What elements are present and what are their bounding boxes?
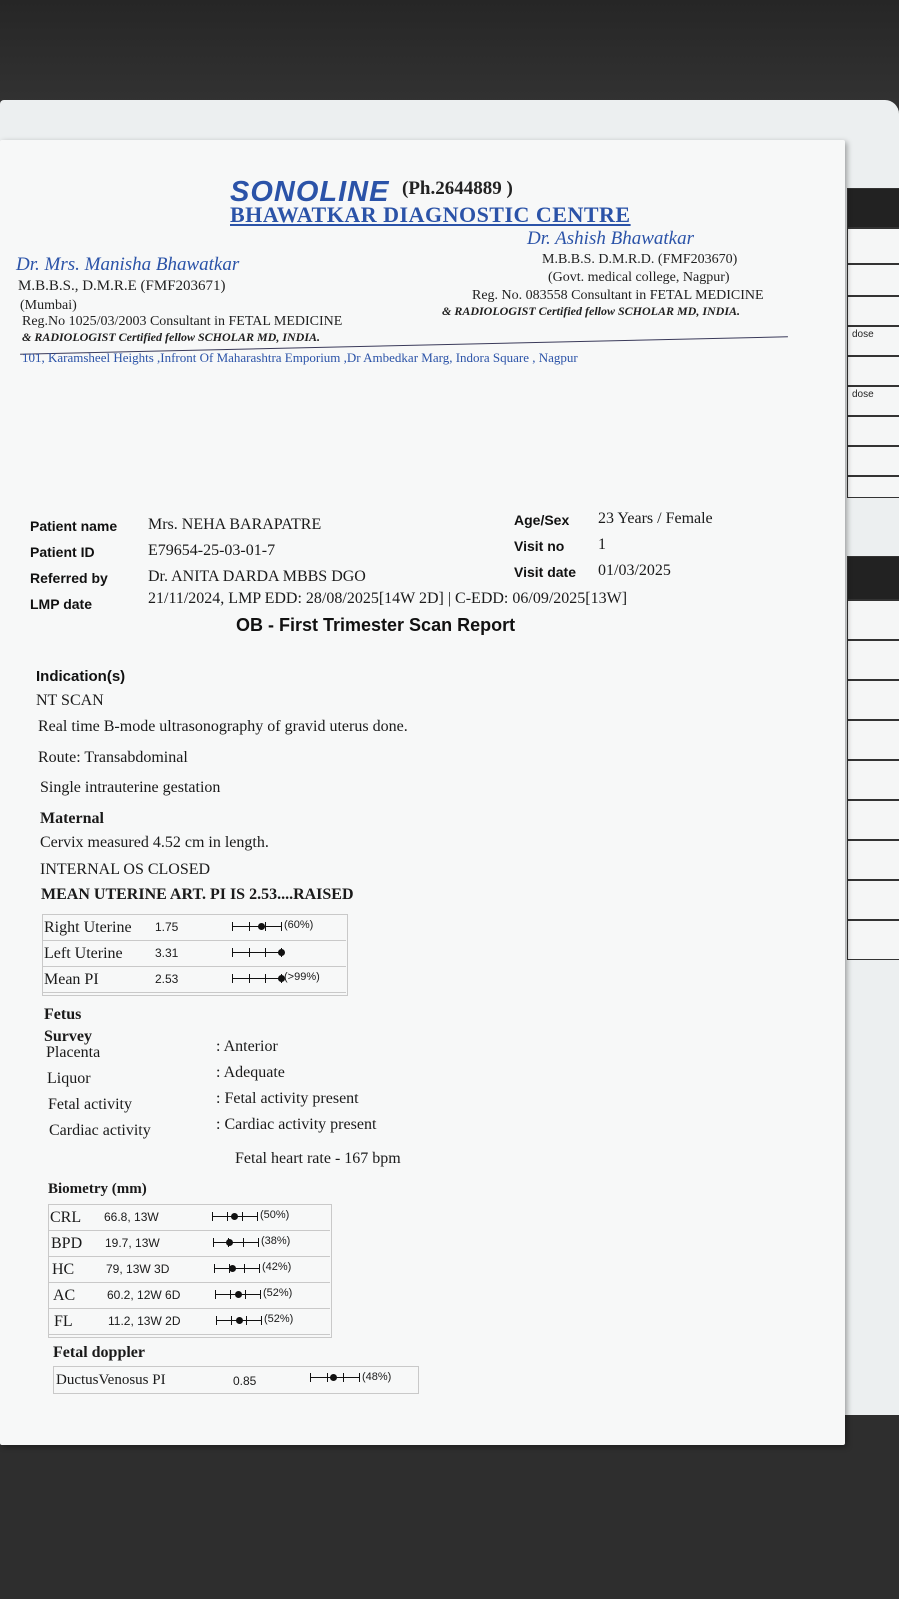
biometry-percentile-bar (216, 1315, 262, 1325)
form-cell (847, 556, 899, 600)
bar-cap (214, 1264, 215, 1273)
bar-tick (231, 1316, 232, 1325)
bar-line (232, 952, 282, 953)
doctor-left-city: (Mumbai) (20, 298, 77, 313)
form-cell (847, 264, 899, 296)
bar-tick (244, 1264, 245, 1273)
form-cell (847, 640, 899, 680)
biometry-row-percentile: (50%) (260, 1209, 290, 1221)
form-cell (847, 446, 899, 476)
uterine-row-percentile: (60%) (284, 919, 314, 931)
bar-cap (212, 1212, 213, 1221)
bar-tick (245, 1290, 246, 1299)
finding-line: Route: Transabdominal (38, 749, 188, 766)
finding-line: Real time B-mode ultrasonography of gravid uterus done. (38, 718, 408, 735)
patient-id: E79654-25-03-01-7 (148, 542, 276, 559)
percentile-dot (278, 949, 285, 956)
form-cell (847, 228, 899, 264)
form-dose-cell: dose (847, 386, 899, 416)
biometry-row-percentile: (38%) (261, 1235, 291, 1247)
report-title: OB - First Trimester Scan Report (236, 615, 516, 635)
percentile-dot (231, 1213, 238, 1220)
referred-by: Dr. ANITA DARDA MBBS DGO (148, 568, 366, 585)
indication-label: Indication(s) (36, 668, 126, 685)
uterine-row-percentile: (>99%) (284, 971, 320, 983)
uterine-row-value: 2.53 (155, 972, 179, 986)
doppler-percentile-bar (310, 1372, 360, 1382)
bar-cap (259, 1264, 260, 1273)
uterine-percentile-bar (232, 947, 282, 957)
biometry-row-label: CRL (50, 1209, 82, 1226)
percentile-dot (226, 1239, 233, 1246)
bar-tick (265, 922, 266, 931)
doctor-right-name: Dr. Ashish Bhawatkar (527, 228, 694, 249)
bar-cap (281, 922, 282, 931)
form-cell (847, 188, 899, 228)
bar-tick (243, 1238, 244, 1247)
maternal-label: Maternal (40, 810, 104, 827)
form-cell (847, 840, 899, 880)
doctor-left-name: Dr. Mrs. Manisha Bhawatkar (16, 254, 240, 275)
biometry-percentile-bar (212, 1211, 258, 1221)
bar-cap (213, 1238, 214, 1247)
biometry-row-label: AC (53, 1287, 76, 1304)
bar-line (213, 1242, 259, 1243)
referred-by-label: Referred by (30, 570, 108, 586)
doctor-left-cert: & RADIOLOGIST Certified fellow SCHOLAR MD, INDIA. (22, 330, 321, 344)
doctor-right-cert: & RADIOLOGIST Certified fellow SCHOLAR MD, INDIA. (442, 304, 741, 318)
survey-row-label: Liquor (47, 1070, 91, 1087)
patient-name: Mrs. NEHA BARAPATRE (148, 516, 322, 533)
form-dose-cell: dose (847, 326, 899, 356)
address: 101, Karamsheel Heights ,Infront Of Maharashtra Emporium ,Dr Ambedkar Marg, Indora Square , Nagpur (22, 350, 578, 365)
biometry-row-percentile: (52%) (264, 1313, 294, 1325)
survey-label: Survey (44, 1028, 92, 1045)
survey-row-value: : Cardiac activity present (216, 1116, 377, 1133)
percentile-dot (330, 1374, 337, 1381)
uterine-row-value: 3.31 (155, 946, 179, 960)
cervix-length: Cervix measured 4.52 cm in length. (40, 834, 269, 851)
bar-line (232, 926, 282, 927)
fetal-heart-rate: Fetal heart rate - 167 bpm (235, 1150, 401, 1167)
finding-line: Single intrauterine gestation (40, 779, 221, 796)
biometry-row-label: BPD (51, 1235, 83, 1252)
uterine-row-value: 1.75 (155, 920, 179, 934)
uterine-row-label: Right Uterine (44, 919, 132, 936)
form-cell (847, 760, 899, 800)
doctor-right-reg: Reg. No. 083558 Consultant in FETAL MEDICINE (472, 288, 764, 303)
biometry-row-value: 19.7, 13W (105, 1236, 160, 1250)
indication: NT SCAN (36, 692, 104, 709)
bar-cap (216, 1316, 217, 1325)
form-cell (847, 296, 899, 326)
biometry-row-value: 79, 13W 3D (106, 1262, 170, 1276)
form-cell (847, 356, 899, 386)
percentile-dot (258, 923, 265, 930)
bar-cap (258, 1238, 259, 1247)
uterine-row-label: Mean PI (44, 971, 99, 988)
form-cell (847, 600, 899, 640)
bar-cap (232, 948, 233, 957)
bar-tick (227, 1212, 228, 1221)
bar-tick (246, 1316, 247, 1325)
biometry-row-value: 11.2, 13W 2D (108, 1314, 181, 1328)
doctor-left-reg: Reg.No 1025/03/2003 Consultant in FETAL MEDICINE (22, 314, 343, 329)
age-sex-label: Age/Sex (514, 512, 570, 528)
bar-tick (249, 922, 250, 931)
centre-name: BHAWATKAR DIAGNOSTIC CENTRE (230, 202, 631, 227)
bar-cap (261, 1316, 262, 1325)
survey-row-label: Fetal activity (48, 1096, 132, 1113)
side-form (843, 180, 899, 1380)
doppler-row-value: 0.85 (233, 1374, 257, 1388)
visit-no-label: Visit no (514, 538, 565, 554)
biometry-label: Biometry (mm) (48, 1181, 147, 1197)
fetal-doppler-label: Fetal doppler (53, 1344, 145, 1361)
bar-tick (242, 1212, 243, 1221)
survey-row-value: : Anterior (216, 1038, 278, 1055)
survey-row-value: : Adequate (216, 1064, 285, 1081)
uterine-percentile-bar (232, 921, 282, 931)
lmp-label: LMP date (30, 596, 92, 612)
bar-cap (310, 1373, 311, 1382)
biometry-row-value: 66.8, 13W (104, 1210, 159, 1224)
doctor-right-college: (Govt. medical college, Nagpur) (548, 270, 730, 285)
visit-date: 01/03/2025 (598, 562, 671, 579)
form-cell (847, 720, 899, 760)
phone-number: (Ph.2644889 ) (402, 178, 513, 199)
biometry-row-label: HC (52, 1261, 75, 1278)
age-sex: 23 Years / Female (598, 510, 713, 527)
biometry-row-percentile: (42%) (262, 1261, 292, 1273)
bar-tick (249, 948, 250, 957)
biometry-percentile-bar (215, 1289, 261, 1299)
bar-tick (343, 1373, 344, 1382)
bar-tick (265, 974, 266, 983)
form-cell (847, 476, 899, 498)
bar-tick (230, 1290, 231, 1299)
uterine-row-label: Left Uterine (44, 945, 123, 962)
visit-date-label: Visit date (514, 564, 576, 580)
bar-line (214, 1268, 260, 1269)
biometry-percentile-bar (213, 1237, 259, 1247)
bar-cap (232, 974, 233, 983)
bar-tick (265, 948, 266, 957)
doppler-row-label: DuctusVenosus PI (56, 1372, 166, 1388)
survey-row-label: Placenta (46, 1044, 101, 1061)
patient-id-label: Patient ID (30, 544, 95, 560)
visit-no: 1 (598, 536, 606, 553)
bar-tick (327, 1373, 328, 1382)
survey-row-label: Cardiac activity (49, 1122, 151, 1139)
biometry-percentile-bar (214, 1263, 260, 1273)
brand-name: SONOLINE (230, 176, 390, 208)
form-cell (847, 800, 899, 840)
biometry-row-label: FL (54, 1313, 73, 1330)
form-cell (847, 880, 899, 920)
percentile-dot (235, 1291, 242, 1298)
uterine-percentile-bar (232, 973, 282, 983)
percentile-dot (236, 1317, 243, 1324)
biometry-row-value: 60.2, 12W 6D (107, 1288, 181, 1302)
bar-tick (249, 974, 250, 983)
patient-name-label: Patient name (30, 518, 118, 534)
internal-os: INTERNAL OS CLOSED (40, 861, 211, 878)
survey-row-value: : Fetal activity present (216, 1090, 359, 1107)
doctor-right-degree: M.B.B.S. D.M.R.D. (FMF203670) (542, 252, 738, 267)
bar-cap (257, 1212, 258, 1221)
bar-line (232, 978, 282, 979)
form-cell (847, 680, 899, 720)
form-cell (847, 416, 899, 446)
lmp-value: 21/11/2024, LMP EDD: 28/08/2025[14W 2D] | C-EDD: 06/09/2025[13W] (148, 590, 628, 607)
biometry-row-percentile: (52%) (263, 1287, 293, 1299)
doppler-row-percentile: (48%) (362, 1371, 392, 1383)
form-cell (847, 920, 899, 960)
percentile-dot (229, 1265, 236, 1272)
bar-cap (232, 922, 233, 931)
uterine-artery-summary: MEAN UTERINE ART. PI IS 2.53....RAISED (41, 886, 354, 903)
bar-cap (260, 1290, 261, 1299)
bar-cap (215, 1290, 216, 1299)
bar-cap (359, 1373, 360, 1382)
fetus-label: Fetus (44, 1006, 82, 1023)
doctor-left-degree: M.B.B.S., D.M.R.E (FMF203671) (18, 278, 226, 294)
